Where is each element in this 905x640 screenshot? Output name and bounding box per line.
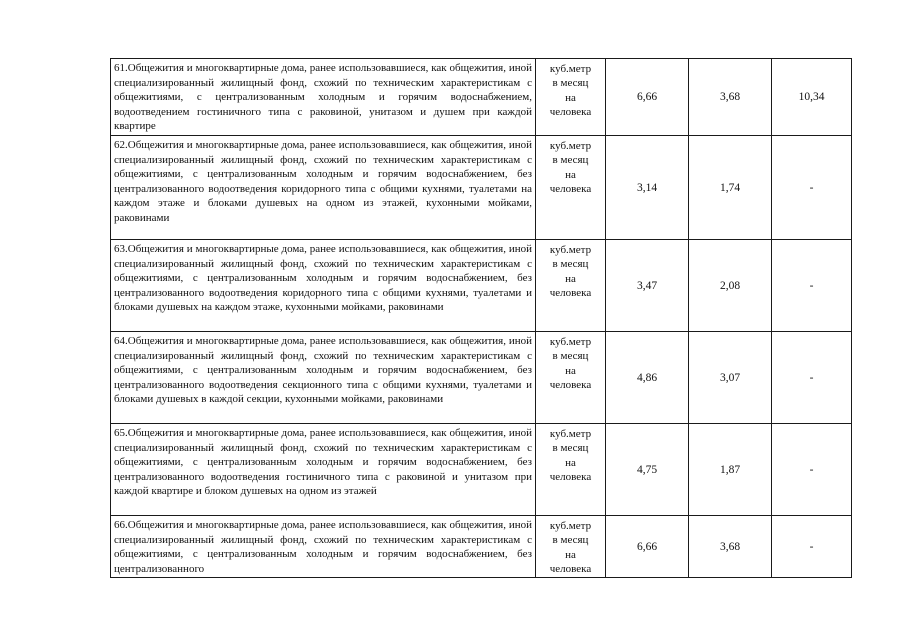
row-unit (536, 332, 606, 424)
consumption-norms-table (110, 58, 852, 578)
row-unit (536, 424, 606, 516)
unit-line: на (565, 364, 576, 377)
row-value-1: 6,66 (606, 59, 689, 136)
unit-line: куб.метр (549, 428, 592, 440)
row-value-3: - (772, 332, 852, 424)
row-value-3: - (772, 424, 852, 516)
row-value-3: - (772, 240, 852, 332)
unit-line: в месяц (552, 350, 589, 363)
unit-line: куб.метр (549, 63, 592, 75)
row-value-2: 3,07 (689, 332, 772, 424)
row-value-2: 1,74 (689, 136, 772, 240)
table-row (111, 59, 852, 136)
row-value-1: 4,75 (606, 424, 689, 516)
unit-line: в месяц (552, 258, 589, 271)
unit-line: куб.метр (549, 244, 592, 256)
unit-line: в месяц (552, 534, 589, 547)
unit-line: куб.метр (549, 336, 592, 348)
row-unit (536, 516, 606, 578)
unit-line: человека (549, 471, 592, 484)
row-value-3: - (772, 516, 852, 578)
unit-line: человека (549, 106, 592, 119)
unit-line: человека (549, 183, 592, 196)
row-unit (536, 59, 606, 136)
row-value-2: 3,68 (689, 516, 772, 578)
unit-line: в месяц (552, 77, 589, 90)
row-value-2: 3,68 (689, 59, 772, 136)
row-description: 64.Общежития и многоквартирные дома, ранее использовавшиеся, как общежития, иной специализированный жилищный фонд, схожий по техническим характеристикам с общежитиями, с централизованным холодным и горячим водоснабжением, без централизованного водоотведения секционного типа с общими кухнями, туалетами и блоками душевых в каждой секции, кухонными мойками, раковинами (111, 332, 536, 424)
table-row (111, 516, 852, 578)
row-value-1: 3,14 (606, 136, 689, 240)
row-value-1: 6,66 (606, 516, 689, 578)
row-unit (536, 136, 606, 240)
unit-line: на (565, 91, 576, 104)
unit-line: человека (549, 287, 592, 300)
table-row (111, 332, 852, 424)
unit-line: в месяц (552, 442, 589, 455)
row-value-2: 1,87 (689, 424, 772, 516)
unit-line: человека (549, 563, 592, 576)
row-value-2: 2,08 (689, 240, 772, 332)
unit-line: на (565, 272, 576, 285)
row-value-3: - (772, 136, 852, 240)
row-description: 61.Общежития и многоквартирные дома, ранее использовавшиеся, как общежития, иной специализированный жилищный фонд, схожий по техническим характеристикам с общежитиями, с централизованным холодным и горячим водоснабжением, водоотведением гостиничного типа с раковиной, унитазом и душем при каждой квартире (111, 59, 536, 136)
row-description: 62.Общежития и многоквартирные дома, ранее использовавшиеся, как общежития, иной специализированный жилищный фонд, схожий по техническим характеристикам с общежитиями, с централизованным холодным и горячим водоснабжением, без централизованного водоотведения коридорного типа с общими кухнями, туалетами на каждом этаже и блоками душевых на одном из этажей, кухонными мойками, раковинами (111, 136, 536, 240)
unit-line: на (565, 168, 576, 181)
unit-line: на (565, 456, 576, 469)
table-row (111, 424, 852, 516)
unit-line: на (565, 548, 576, 561)
row-value-1: 3,47 (606, 240, 689, 332)
row-unit (536, 240, 606, 332)
row-description: 65.Общежития и многоквартирные дома, ранее использовавшиеся, как общежития, иной специализированный жилищный фонд, схожий по техническим характеристикам с общежитиями, с централизованным холодным и горячим водоснабжением, без централизованного водоотведения гостиничного типа с раковиной и унитазом при каждой квартире и блоком душевых на одном из этажей (111, 424, 536, 516)
row-description: 66.Общежития и многоквартирные дома, ранее использовавшиеся, как общежития, иной специализированный жилищный фонд, схожий по техническим характеристикам с общежитиями, с централизованным холодным и горячим водоснабжением, без централизованного (111, 516, 536, 578)
row-description: 63.Общежития и многоквартирные дома, ранее использовавшиеся, как общежития, иной специализированный жилищный фонд, схожий по техническим характеристикам с общежитиями, с централизованным холодным и горячим водоснабжением, без централизованного водоотведения коридорного типа с общими кухнями, туалетами и блоками душевых на каждом этаже, кухонными мойками, раковинами (111, 240, 536, 332)
row-value-1: 4,86 (606, 332, 689, 424)
unit-line: куб.метр (549, 520, 592, 532)
unit-line: в месяц (552, 154, 589, 167)
table-row (111, 136, 852, 240)
table-row (111, 240, 852, 332)
unit-line: куб.метр (549, 140, 592, 152)
row-value-3: 10,34 (772, 59, 852, 136)
unit-line: человека (549, 379, 592, 392)
